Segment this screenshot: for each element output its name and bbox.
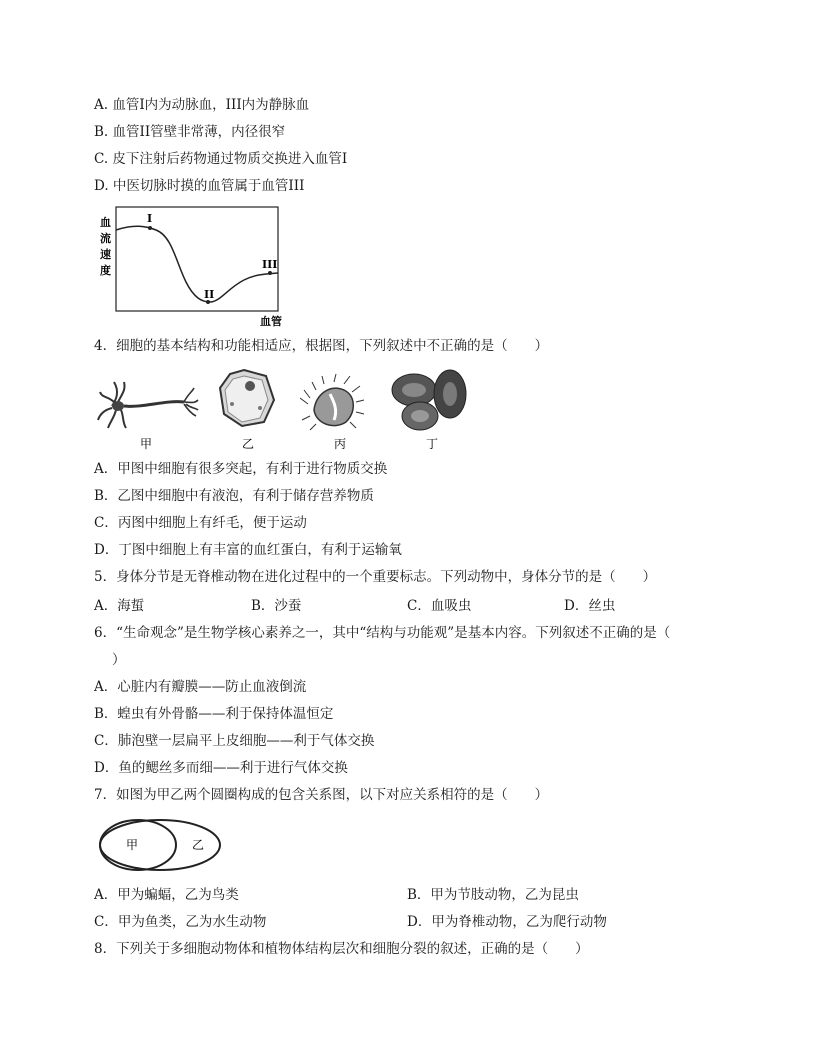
graph-ylabel-3: 速 (100, 248, 111, 261)
q6-option-b: B．蝗虫有外骨骼——利于保持体温恒定 (94, 706, 334, 722)
q6-stem-line1: 6．“生命观念”是生物学核心素养之一，其中“结构与功能观”是基本内容。下列叙述不正确的是（ (94, 625, 671, 641)
q4-option-d: D．丁图中细胞上有丰富的血红蛋白，有利于运输氧 (94, 542, 402, 558)
graph-frame (116, 207, 278, 311)
graph-ylabel-2: 流 (100, 232, 111, 245)
q5-option-b: B．沙蚕 (251, 598, 302, 614)
q6-stem-line2: ） (112, 652, 126, 668)
blood-flow-graph (94, 202, 294, 330)
neuron-figure (98, 382, 198, 428)
q7-option-d: D．甲为脊椎动物，乙为爬行动物 (407, 914, 607, 930)
q5-stem: 5．身体分节是无脊椎动物在进化过程中的一个重要标志。下列动物中，身体分节的是（ ） (94, 569, 657, 585)
q3-option-b: B. 血管II管壁非常薄，内径很窄 (94, 124, 286, 140)
circle-label-1: 甲 (126, 838, 139, 852)
q5-option-d: D．丝虫 (564, 598, 616, 614)
q7-option-c: C．甲为鱼类，乙为水生动物 (94, 914, 267, 930)
q3-option-d: D. 中医切脉时摸的血管属于血管III (94, 178, 305, 194)
cell-figures (94, 364, 494, 456)
point-label-3: III (262, 258, 278, 271)
graph-ylabel-4: 度 (100, 264, 111, 277)
q4-option-c: C．丙图中细胞上有纤毛，便于运动 (94, 515, 307, 531)
point-marker-3 (268, 271, 272, 275)
q4-stem: 4．细胞的基本结构和功能相适应，根据图，下列叙述中不正确的是（ ） (94, 338, 549, 354)
cell-label-1: 甲 (140, 437, 153, 451)
q3-option-a: A. 血管I内为动脉血，III内为静脉血 (94, 97, 310, 113)
plant-cell-figure (220, 370, 274, 426)
q3-option-c: C. 皮下注射后药物通过物质交换进入血管I (94, 151, 348, 167)
q7-option-a: A．甲为蝙蝠，乙为鸟类 (94, 887, 239, 903)
q8-stem: 8．下列关于多细胞动物体和植物体结构层次和细胞分裂的叙述，正确的是（ ） (94, 941, 589, 957)
graph-xlabel: 血管 (260, 315, 282, 328)
cell-label-3: 丙 (334, 437, 347, 451)
q7-option-b: B．甲为节肢动物，乙为昆虫 (407, 887, 579, 903)
cell-label-2: 乙 (242, 437, 255, 451)
q7-stem: 7．如图为甲乙两个圆圈构成的包含关系图，以下对应关系相符的是（ ） (94, 787, 549, 803)
q4-option-b: B．乙图中细胞中有液泡，有利于储存营养物质 (94, 488, 374, 504)
point-label-1: I (147, 212, 153, 225)
inclusion-diagram (98, 818, 226, 872)
q6-option-d: D．鱼的鳃丝多而细——利于进行气体交换 (94, 760, 348, 776)
cell-label-4: 丁 (426, 437, 439, 451)
graph-ylabel-1: 血 (100, 216, 111, 229)
point-label-2: II (204, 288, 215, 301)
circle-label-2: 乙 (192, 838, 205, 852)
flow-curve (116, 226, 278, 302)
ciliated-cell-figure (300, 374, 364, 430)
red-blood-cells-figure (392, 370, 466, 430)
q6-option-a: A．心脏内有瓣膜——防止血液倒流 (94, 679, 307, 695)
q6-option-c: C．肺泡壁一层扁平上皮细胞——利于气体交换 (94, 733, 375, 749)
q4-option-a: A．甲图中细胞有很多突起，有利于进行物质交换 (94, 461, 388, 477)
point-marker-1 (148, 226, 152, 230)
q5-option-a: A．海蜇 (94, 598, 145, 614)
q5-option-c: C．血吸虫 (407, 598, 472, 614)
